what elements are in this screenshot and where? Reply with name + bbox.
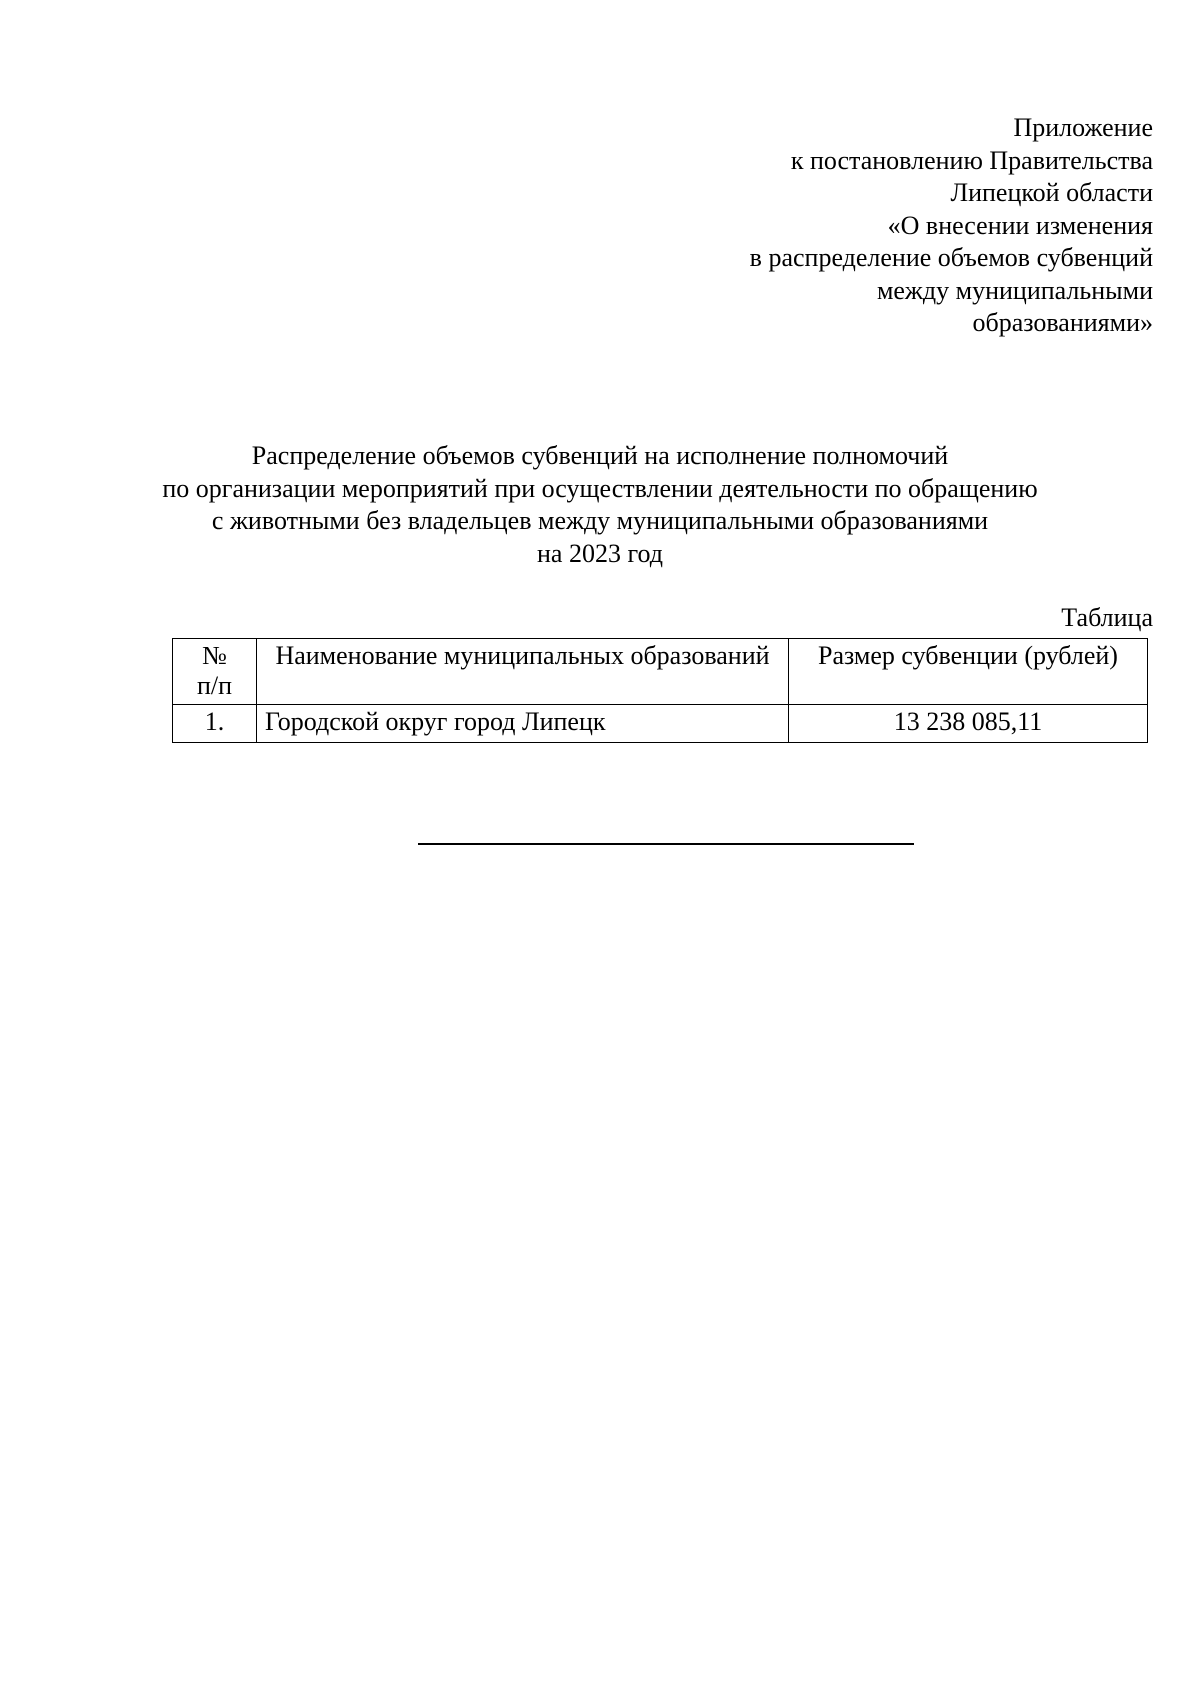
title-line: с животными без владельцев между муниципальными образованиями	[211, 506, 989, 535]
appendix-line: между муниципальными	[876, 275, 1153, 305]
table-row	[173, 705, 1148, 743]
row-subsidy-amount: 13 238 085,11	[789, 705, 1148, 743]
header-number-line1: №	[202, 641, 227, 670]
appendix-line: Липецкой области	[950, 178, 1153, 207]
title-line: по организации мероприятий при осуществлении деятельности по обращению	[162, 473, 1038, 503]
appendix-line: «О внесении изменения	[887, 210, 1153, 240]
header-number-line2: п/п	[196, 671, 233, 700]
header-subsidy-amount: Размер субвенции (рублей)	[789, 639, 1148, 705]
title-line: на 2023 год	[537, 538, 663, 568]
appendix-line: к постановлению Правительства	[790, 145, 1153, 175]
document-title	[0, 440, 1200, 570]
table-caption: Таблица	[1061, 603, 1153, 632]
end-divider-line	[418, 843, 914, 845]
table-header-row	[173, 639, 1148, 705]
header-municipality-name: Наименование муниципальных образований	[257, 639, 789, 705]
subsidy-table	[172, 638, 1148, 743]
row-municipality-name: Городской округ город Липецк	[257, 705, 789, 743]
appendix-line: образованиями»	[972, 308, 1153, 337]
appendix-line: в распределение объемов субвенций	[749, 243, 1153, 272]
header-number	[173, 639, 257, 705]
title-line: Распределение объемов субвенций на исполнение полномочий	[251, 441, 949, 470]
row-number: 1.	[173, 705, 257, 743]
appendix-line: Приложение	[1013, 113, 1153, 142]
appendix-block	[553, 112, 1153, 340]
